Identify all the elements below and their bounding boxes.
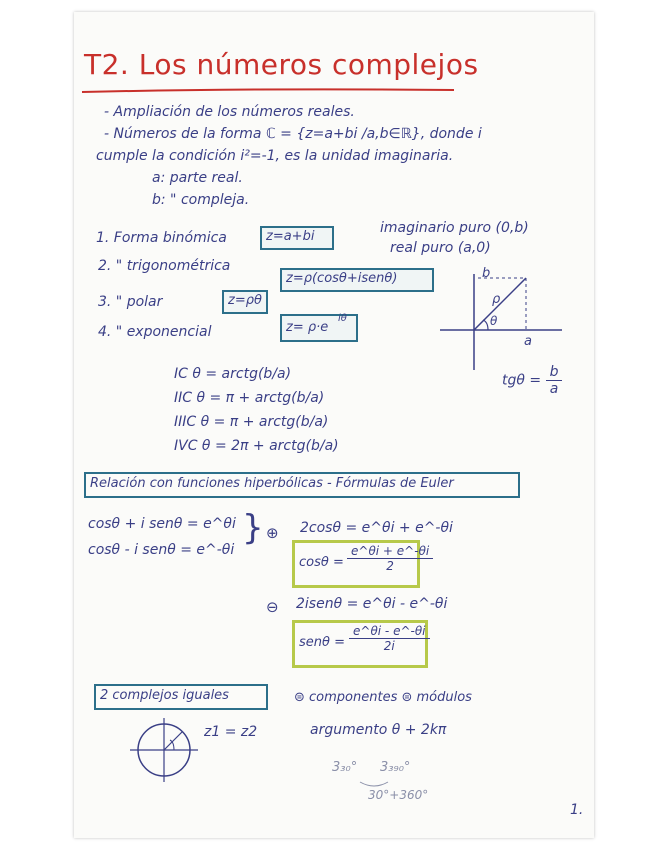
- form-1-label: 1. Forma binómica: [96, 230, 227, 246]
- form-2-label: 2. " trigonométrica: [98, 258, 231, 274]
- minus-circle-icon: ⊖: [266, 598, 279, 616]
- quadrant-1: IC θ = arctg(b/a): [174, 366, 292, 382]
- example-sum: 30°+360°: [368, 788, 429, 802]
- euler-brace: }: [242, 508, 264, 548]
- diagram-rho: ρ: [492, 292, 501, 307]
- euler-heading: Relación con funciones hiperbólicas - Fórmulas de Euler: [90, 476, 454, 491]
- plus-circle-icon: ⊕: [266, 524, 279, 542]
- diff-eq: 2isenθ = e^θi - e^-θi: [296, 596, 448, 612]
- sen-lhs: senθ =: [299, 635, 345, 650]
- cos-lhs: cosθ =: [299, 555, 344, 570]
- argument-line: argumento θ + 2kπ: [310, 722, 447, 738]
- tangent-lhs: tgθ =: [502, 372, 542, 389]
- sen-den: 2i: [383, 639, 395, 653]
- pure-imag-label: imaginario puro (0,b): [380, 220, 529, 236]
- exp-exponent: iθ: [338, 313, 347, 324]
- euler-eq-1: cosθ + i senθ = e^θi: [88, 516, 236, 532]
- example-1: 3₃₀°: [332, 760, 358, 775]
- sum-eq: 2cosθ = e^θi + e^-θi: [300, 520, 453, 536]
- page-number: 1.: [570, 802, 584, 818]
- form-3-label: 3. " polar: [98, 294, 163, 310]
- page-title: T2. Los números complejos: [84, 48, 479, 81]
- intro-line-2: - Números de la forma ℂ = {z=a+bi /a,b∈ℝ}, donde i: [104, 126, 482, 142]
- imag-part-label: b: " compleja.: [152, 192, 250, 208]
- diagram-theta: θ: [490, 314, 498, 328]
- pure-real-label: real puro (a,0): [390, 240, 491, 256]
- z-equality: z1 = z2: [204, 724, 258, 740]
- sen-num: e^θi - e^-θi: [349, 624, 430, 639]
- polar-formula: z=ρθ: [228, 293, 262, 308]
- trig-formula: z=ρ(cosθ+isenθ): [286, 271, 398, 286]
- tangent-num: b: [546, 364, 563, 381]
- intro-line-3: cumple la condición i²=-1, es la unidad imaginaria.: [96, 148, 454, 164]
- example-brace: [74, 12, 594, 838]
- diagram-a: a: [524, 334, 532, 349]
- example-2: 3₃₉₀°: [380, 760, 411, 775]
- binomic-formula: z=a+bi: [266, 229, 315, 244]
- form-4-label: 4. " exponencial: [98, 324, 212, 340]
- tangent-den: a: [549, 381, 559, 397]
- real-part-label: a: parte real.: [152, 170, 243, 186]
- intro-line-1: - Ampliación de los números reales.: [104, 104, 355, 120]
- notebook-page: [74, 12, 594, 838]
- exp-formula: z= ρ·e: [286, 320, 329, 335]
- cos-den: 2: [386, 559, 394, 573]
- equal-heading: 2 complejos iguales: [100, 688, 229, 703]
- cos-num: e^θi + e^-θi: [347, 544, 433, 559]
- components-modules: ⊜ componentes ⊜ módulos: [294, 690, 472, 705]
- quadrant-2: IIC θ = π + arctg(b/a): [174, 390, 325, 406]
- quadrant-3: IIIC θ = π + arctg(b/a): [174, 414, 329, 430]
- quadrant-4: IVC θ = 2π + arctg(b/a): [174, 438, 339, 454]
- euler-eq-2: cosθ - i senθ = e^-θi: [88, 542, 235, 558]
- diagram-b: b: [482, 266, 491, 281]
